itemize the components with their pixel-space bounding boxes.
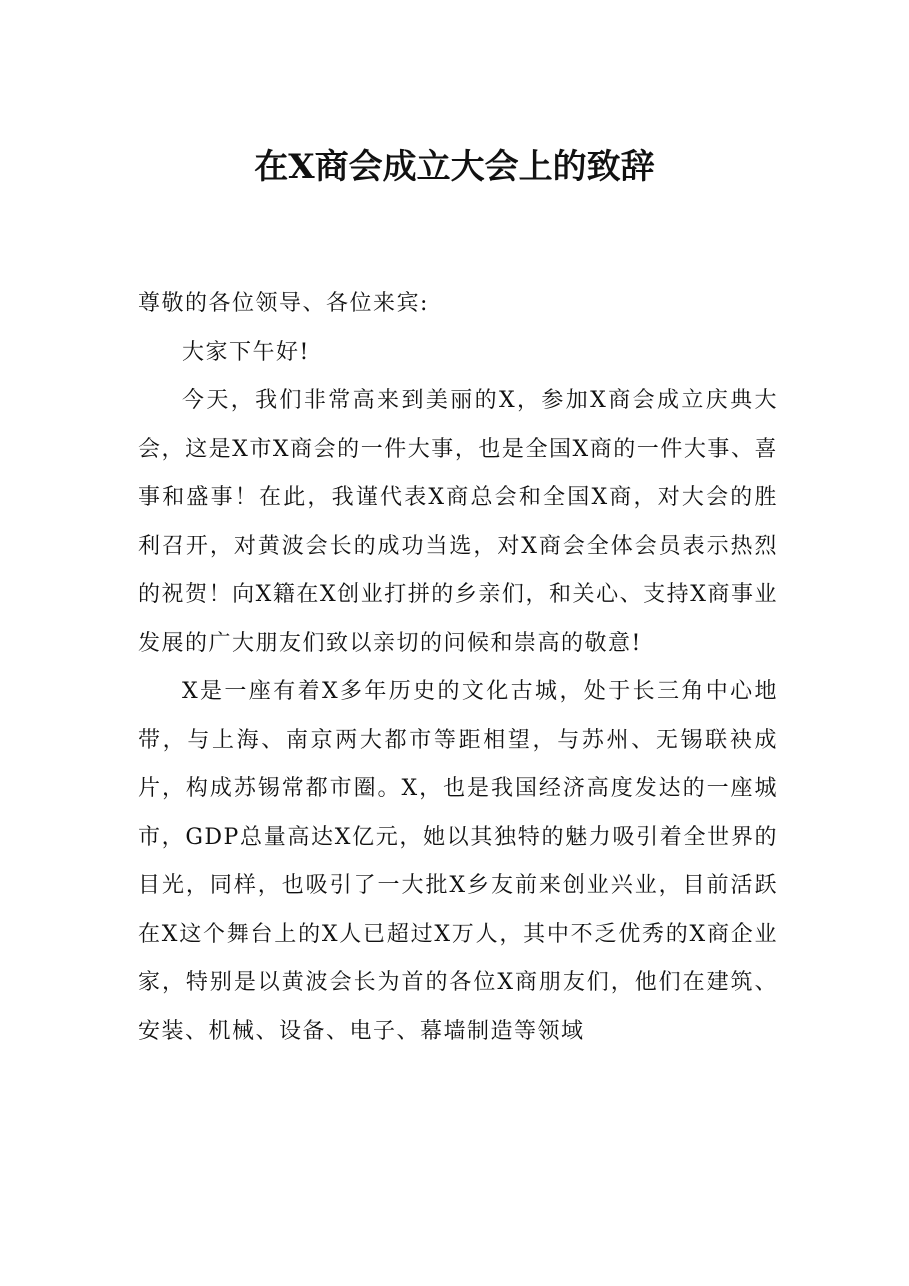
document-body bbox=[138, 280, 778, 1056]
salutation: 尊敬的各位领导、各位来宾: bbox=[138, 291, 429, 316]
document-title: 在X商会成立大会上的致辞 bbox=[254, 147, 655, 187]
paragraph-1: 今天，我们非常高来到美丽的X，参加X商会成立庆典大会，这是X市X商会的一件大事，也是全国X商的一件大事、喜事和盛事！在此，我谨代表X商总会和全国X商，对大会的胜利召开，对黄波会长的成功当选，对X商会全体会员表示热烈的祝贺！向X籍在X创业打拼的乡亲们，和关心、支持X商事业发展的广大朋友们致以亲切的问候和崇高的敬意! bbox=[138, 388, 778, 656]
greeting: 大家下午好! bbox=[182, 339, 310, 365]
paragraph-2: X是一座有着X多年历史的文化古城，处于长三角中心地带，与上海、南京两大都市等距相望，与苏州、无锡联袂成片，构成苏锡常都市圈。X，也是我国经济高度发达的一座城市，GDP总量高达X亿元，她以其独特的魅力吸引着全世界的目光，同样，也吸引了一大批X乡友前来创业兴业，目前活跃在X这个舞台上的X人已超过X万人，其中不乏优秀的X商企业家，特别是以黄波会长为首的各位X商朋友们，他们在建筑、安装、机械、设备、电子、幕墙制造等领域 bbox=[138, 679, 778, 1044]
